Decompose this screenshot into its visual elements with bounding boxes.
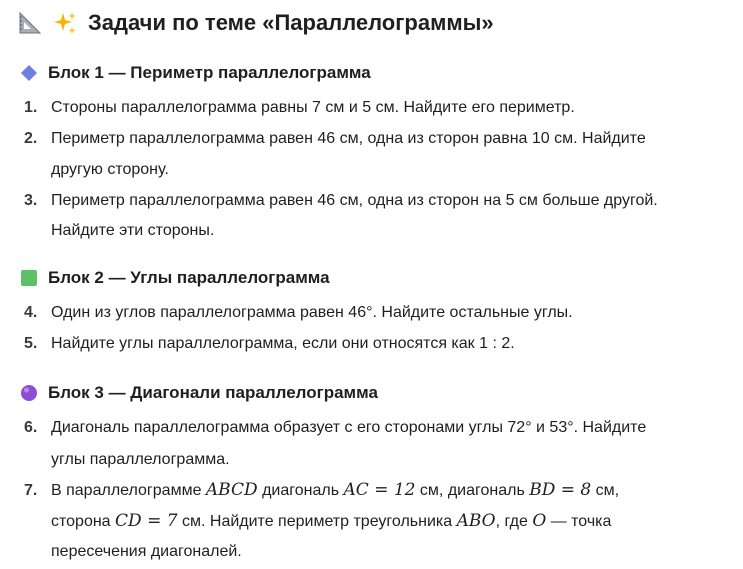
task-number: 7. <box>24 482 38 499</box>
task-number: 1. <box>24 99 38 116</box>
block-3-heading <box>20 381 378 405</box>
math-expression: BD <box>529 480 556 500</box>
math-expression: ABO <box>456 511 496 531</box>
page-title <box>18 8 494 38</box>
triangular-ruler-icon <box>18 11 42 35</box>
math-expression: ABCD <box>205 480 258 500</box>
text-run: см, <box>591 482 620 499</box>
task-text: Периметр параллелограмма равен 46 см, одна из сторон равна 10 см. Найдите <box>51 130 646 147</box>
task-text: Диагональ параллелограмма образует с его сторонами углы 72° и 53°. Найдите <box>51 419 647 436</box>
task-text: углы параллелограмма. <box>51 451 230 468</box>
task-text <box>51 506 726 537</box>
task-text: пересечения диагоналей. <box>51 543 242 560</box>
text-run: диагональ <box>257 482 344 499</box>
math-expression: = 8 <box>555 480 592 500</box>
task-number: 3. <box>24 192 38 209</box>
sparkles-icon <box>52 10 78 36</box>
task-text: другую сторону. <box>51 161 169 178</box>
math-expression: AC <box>343 480 369 500</box>
task-text: Найдите углы параллелограмма, если они относятся как 1 : 2. <box>51 335 515 352</box>
text-run: сторона <box>51 513 116 530</box>
page-title-text: Задачи по теме «Параллелограммы» <box>88 10 494 35</box>
text-run: , где <box>495 513 533 530</box>
task-text: Один из углов параллелограмма равен 46°. Найдите остальные углы. <box>51 304 573 321</box>
math-expression: = 12 <box>368 480 416 500</box>
task-number: 5. <box>24 335 38 352</box>
text-run: см, диагональ <box>415 482 530 499</box>
block-2-title: Блок 2 — Углы параллелограмма <box>48 268 330 287</box>
block-1-heading <box>20 61 371 85</box>
text-run: — точка <box>546 513 612 530</box>
block-3-title: Блок 3 — Диагонали параллелограмма <box>48 383 378 402</box>
task-number: 6. <box>24 419 38 436</box>
task-text: Найдите эти стороны. <box>51 222 215 239</box>
green-square-icon <box>20 269 38 287</box>
task-number: 4. <box>24 304 38 321</box>
block-1-title: Блок 1 — Периметр параллелограмма <box>48 63 371 82</box>
block-2-heading <box>20 266 330 290</box>
task-text: Стороны параллелограмма равны 7 см и 5 см. Найдите его периметр. <box>51 99 575 116</box>
purple-circle-icon <box>20 384 38 402</box>
task-text: Периметр параллелограмма равен 46 см, одна из сторон на 5 см больше другой. <box>51 192 658 209</box>
math-expression: = 7 <box>141 511 178 531</box>
task-number: 2. <box>24 130 38 147</box>
text-run: В параллелограмме <box>51 482 206 499</box>
blue-diamond-icon <box>20 64 38 82</box>
text-run: см. Найдите периметр треугольника <box>177 513 457 530</box>
math-expression: O <box>532 511 547 531</box>
task-text <box>51 475 726 506</box>
math-expression: CD <box>115 511 142 531</box>
